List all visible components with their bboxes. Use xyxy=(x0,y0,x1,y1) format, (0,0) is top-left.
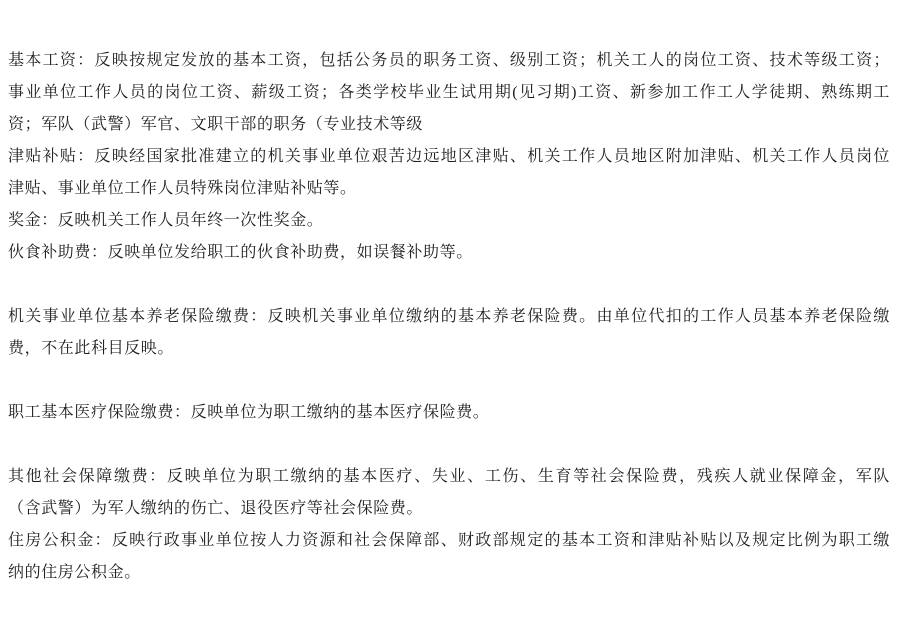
paragraph-bonus xyxy=(8,205,890,237)
text-line: 住房公积金：反映行政事业单位按人力资源和社会保障部、财政部规定的基本工资和津贴补贴以及规定比例为职工缴 xyxy=(8,532,890,549)
text-line: 机关事业单位基本养老保险缴费：反映机关事业单位缴纳的基本养老保险费。由单位代扣的工作人员基本养老保险缴 xyxy=(8,308,890,325)
text-line: 津贴、事业单位工作人员特殊岗位津贴补贴等。 xyxy=(8,180,357,197)
text-line: 奖金：反映机关工作人员年终一次性奖金。 xyxy=(8,212,324,229)
text-line: 津贴补贴：反映经国家批准建立的机关事业单位艰苦边远地区津贴、机关工作人员地区附加津贴、机关工作人员岗位 xyxy=(8,148,890,165)
blank-line xyxy=(8,365,890,397)
text-line: （含武警）为军人缴纳的伤亡、退役医疗等社会保险费。 xyxy=(8,500,424,517)
paragraph-basic-medical-insurance-contribution xyxy=(8,397,890,429)
paragraph-other-social-security-contribution xyxy=(8,461,890,525)
text-line: 事业单位工作人员的岗位工资、薪级工资；各类学校毕业生试用期(见习期)工资、新参加工作工人学徒期、熟练期工 xyxy=(8,84,890,101)
blank-line xyxy=(8,429,890,461)
text-line: 职工基本医疗保险缴费：反映单位为职工缴纳的基本医疗保险费。 xyxy=(8,404,490,421)
text-line: 其他社会保障缴费：反映单位为职工缴纳的基本医疗、失业、工伤、生育等社会保险费，残疾人就业保障金，军队 xyxy=(8,468,890,485)
paragraph-housing-provident-fund xyxy=(8,525,890,589)
paragraph-meal-subsidy xyxy=(8,237,890,269)
blank-line xyxy=(8,269,890,301)
paragraph-basic-salary xyxy=(8,45,890,141)
text-line: 基本工资：反映按规定发放的基本工资，包括公务员的职务工资、级别工资；机关工人的岗位工资、技术等级工资； xyxy=(8,52,890,69)
text-line: 纳的住房公积金。 xyxy=(8,564,141,581)
text-line: 资；军队（武警）军官、文职干部的职务（专业技术等级 xyxy=(8,116,424,133)
document-text xyxy=(8,45,890,589)
paragraph-basic-pension-contribution xyxy=(8,301,890,365)
text-line: 费，不在此科目反映。 xyxy=(8,340,175,357)
text-line: 伙食补助费：反映单位发给职工的伙食补助费，如误餐补助等。 xyxy=(8,244,473,261)
paragraph-allowances-subsidies xyxy=(8,141,890,205)
